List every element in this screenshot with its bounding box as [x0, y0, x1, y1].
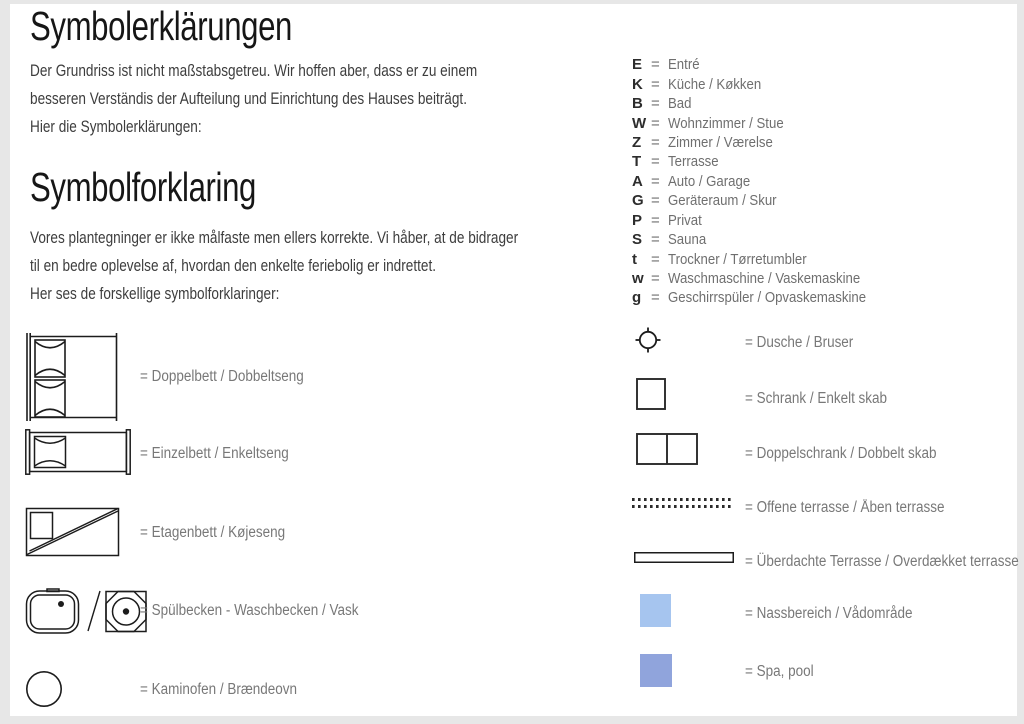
room-code-row: [632, 288, 893, 307]
open-terrace-icon: [631, 496, 733, 510]
double-cabinet-icon: [636, 433, 698, 465]
symbol-label-spa-pool: = Spa, pool: [745, 663, 814, 680]
equals-sign: =: [651, 289, 660, 307]
danish-title: Symbolforklaring: [30, 164, 256, 210]
equals-sign: =: [651, 231, 660, 249]
room-code-row: [632, 74, 893, 93]
room-code-row: [632, 113, 893, 132]
symbol-label-double-cabinet: = Doppelschrank / Dobbelt skab: [745, 445, 937, 462]
symbol-label-shower: = Dusche / Bruser: [745, 334, 854, 351]
room-code-letter: T: [632, 153, 642, 171]
german-title: Symbolerklärungen: [30, 3, 293, 49]
equals-sign: =: [651, 56, 660, 74]
room-code-row: [632, 211, 893, 230]
document-page: [10, 4, 1017, 716]
spa-pool-swatch: [640, 654, 672, 687]
room-code-name: Zimmer / Værelse: [668, 133, 773, 151]
room-code-name: Wohnzimmer / Stue: [668, 114, 784, 132]
room-code-letter: t: [632, 250, 637, 268]
symbol-label-bunk-bed: = Etagenbett / Køjeseng: [140, 524, 286, 541]
danish-intro-line: Her ses de forskellige symbolforklaringer:: [30, 284, 280, 303]
room-code-row: [632, 133, 893, 152]
room-code-name: Waschmaschine / Vaskemaskine: [668, 270, 861, 288]
room-code-letter: S: [632, 231, 643, 249]
room-code-legend: [632, 55, 893, 308]
room-code-row: [632, 269, 893, 288]
room-code-letter: Z: [632, 133, 642, 151]
room-code-letter: A: [632, 172, 643, 190]
double-bed-icon: [25, 333, 121, 421]
equals-sign: =: [651, 95, 660, 113]
room-code-name: Privat: [668, 211, 702, 229]
shower-icon: [635, 327, 661, 353]
equals-sign: =: [651, 114, 660, 132]
room-code-row: [632, 94, 893, 113]
room-code-name: Auto / Garage: [668, 172, 751, 190]
single-bed-icon: [25, 429, 131, 475]
german-intro: [30, 57, 477, 141]
equals-sign: =: [651, 211, 660, 229]
german-intro-line: Hier die Symbolerklärungen:: [30, 117, 202, 136]
symbol-label-single-cabinet: = Schrank / Enkelt skab: [745, 390, 888, 407]
room-code-name: Geräteraum / Skur: [668, 192, 777, 210]
room-code-name: Küche / Køkken: [668, 75, 762, 93]
room-code-letter: W: [632, 114, 647, 132]
room-code-letter: B: [632, 95, 643, 113]
room-code-letter: g: [632, 289, 642, 307]
symbol-label-single-bed: = Einzelbett / Enkeltseng: [140, 445, 289, 462]
equals-sign: =: [651, 270, 660, 288]
equals-sign: =: [651, 75, 660, 93]
equals-sign: =: [651, 133, 660, 151]
room-code-name: Geschirrspüler / Opvaskemaskine: [668, 289, 867, 307]
symbol-label-double-bed: = Doppelbett / Dobbeltseng: [140, 368, 304, 385]
danish-intro: [30, 224, 518, 308]
equals-sign: =: [651, 250, 660, 268]
room-code-letter: E: [632, 56, 643, 74]
room-code-row: [632, 191, 893, 210]
room-code-name: Sauna: [668, 231, 707, 249]
german-intro-line: besseren Verständis der Aufteilung und Einrichtung des Hauses beiträgt.: [30, 89, 467, 108]
symbol-label-wet-area: = Nassbereich / Vådområde: [745, 605, 913, 622]
room-code-letter: G: [632, 192, 644, 210]
room-code-name: Trockner / Tørretumbler: [668, 250, 807, 268]
room-code-row: [632, 172, 893, 191]
room-code-row: [632, 249, 893, 268]
room-code-name: Entré: [668, 56, 700, 74]
room-code-name: Terrasse: [668, 153, 719, 171]
room-code-row: [632, 152, 893, 171]
equals-sign: =: [651, 153, 660, 171]
symbol-label-covered-terrace: = Überdachte Terrasse / Overdækket terrasse: [745, 553, 1019, 570]
equals-sign: =: [651, 172, 660, 190]
sink-washbasin-icon: [25, 584, 147, 636]
room-code-letter: K: [632, 75, 643, 93]
symbol-label-wood-stove: = Kaminofen / Brændeovn: [140, 681, 298, 698]
equals-sign: =: [651, 192, 660, 210]
danish-intro-line: Vores plantegninger er ikke målfaste men ellers korrekte. Vi håber, at de bidrager: [30, 228, 519, 247]
danish-intro-line: til en bedre oplevelse af, hvordan den enkelte feriebolig er indrettet.: [30, 256, 436, 275]
symbol-label-sink: = Spülbecken - Waschbecken / Vask: [140, 602, 359, 619]
room-code-name: Bad: [668, 95, 692, 113]
german-intro-line: Der Grundriss ist nicht maßstabsgetreu. Wir hoffen aber, dass er zu einem: [30, 61, 478, 80]
room-code-row: [632, 55, 893, 74]
wood-stove-icon: [25, 670, 63, 708]
room-code-letter: w: [632, 270, 644, 288]
single-cabinet-icon: [636, 378, 666, 410]
wet-area-swatch: [640, 594, 671, 627]
room-code-letter: P: [632, 211, 643, 229]
room-code-row: [632, 230, 893, 249]
symbol-label-open-terrace: = Offene terrasse / Åben terrasse: [745, 499, 945, 516]
bunk-bed-icon: [25, 507, 120, 557]
covered-terrace-icon: [634, 552, 734, 563]
